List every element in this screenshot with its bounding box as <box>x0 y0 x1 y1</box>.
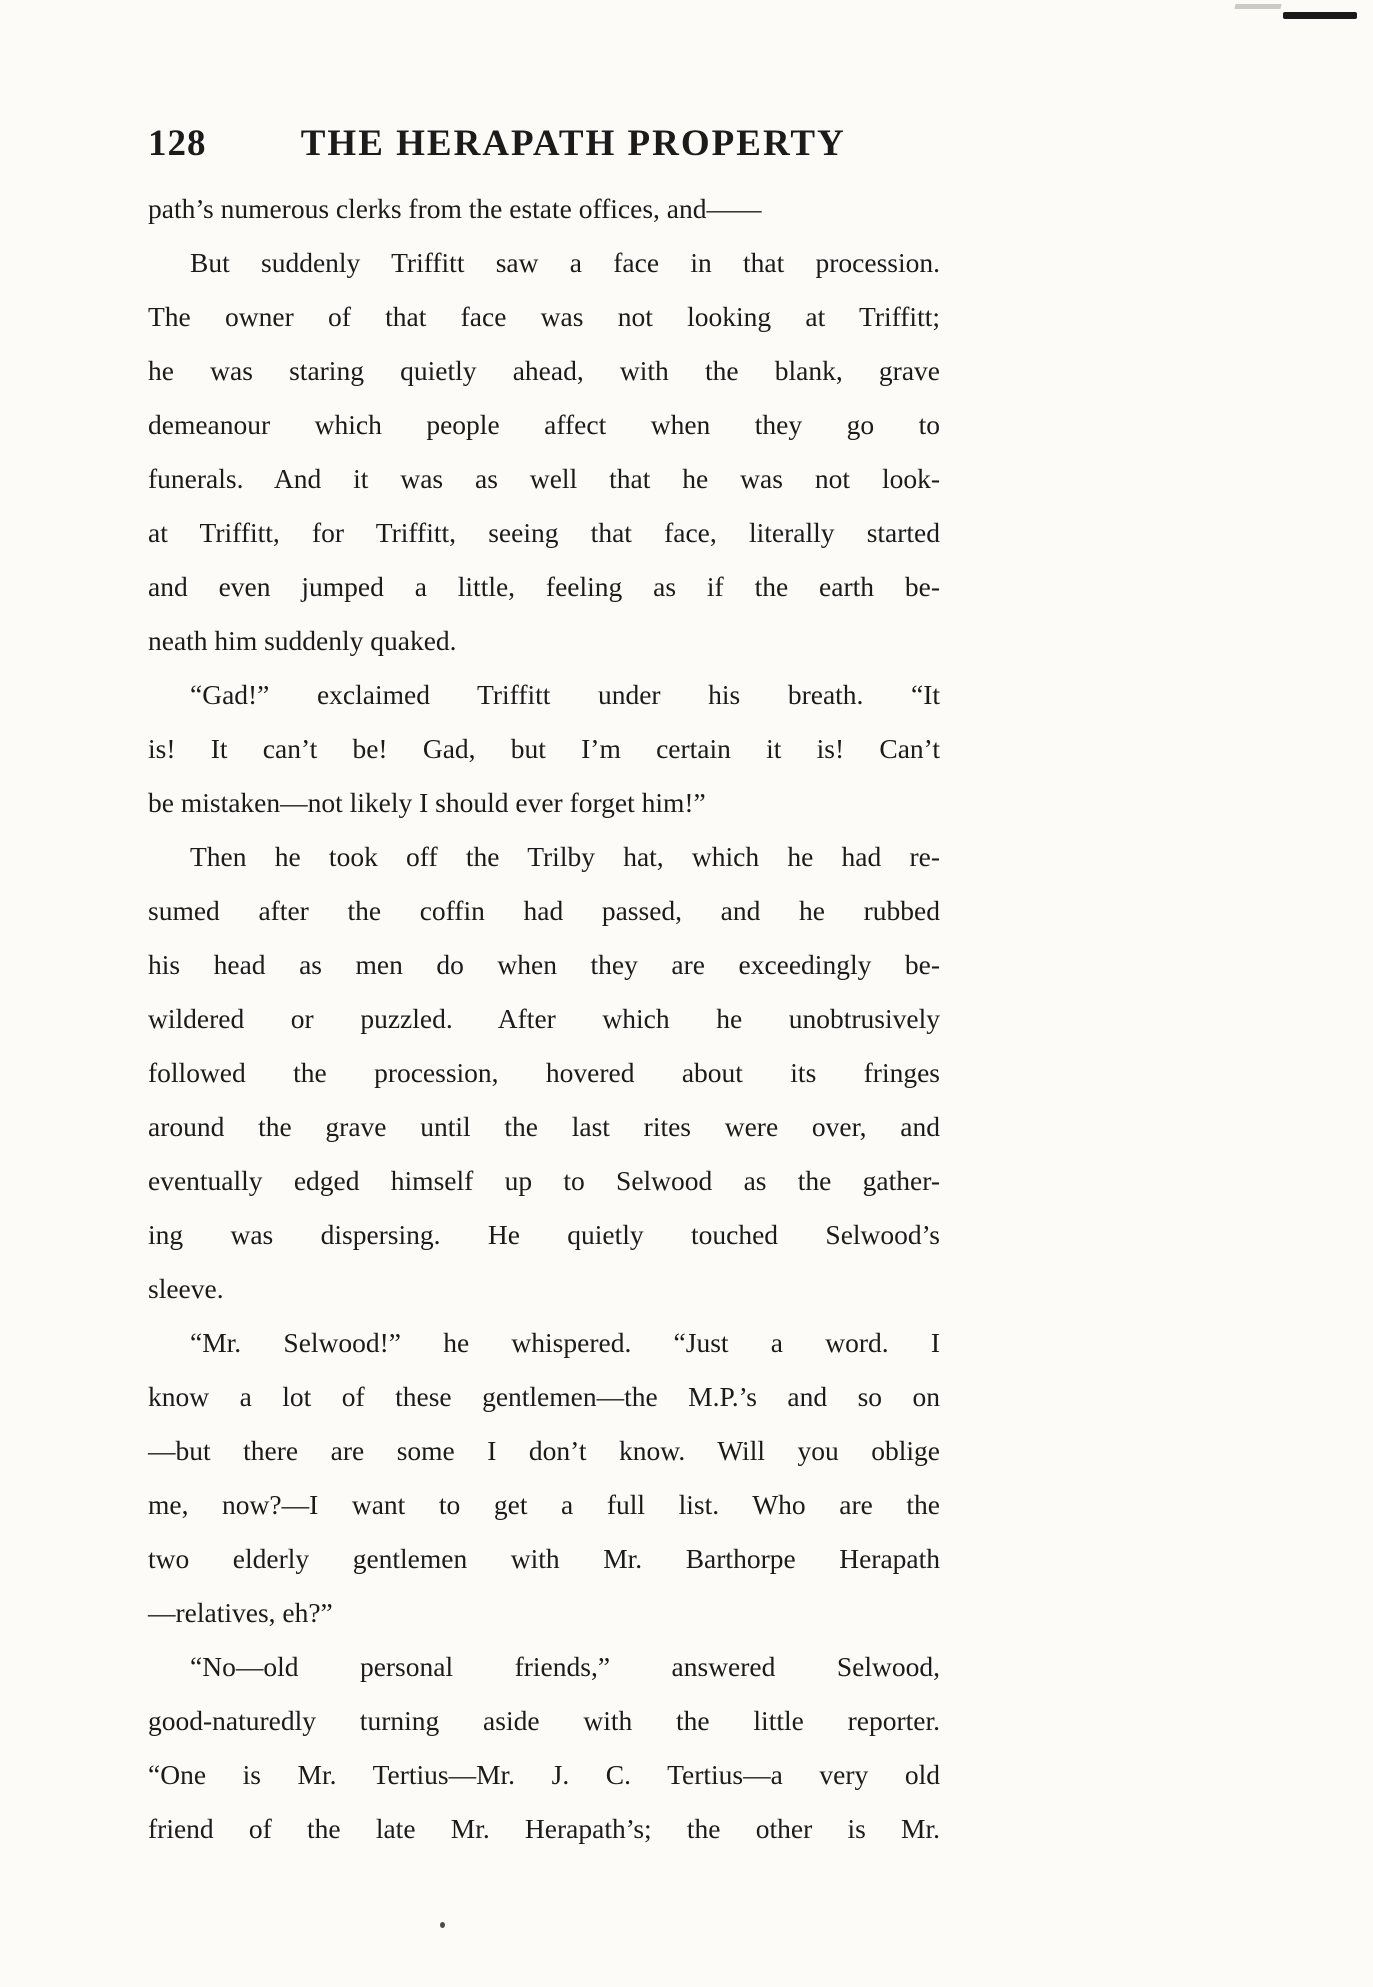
text-line: But suddenly Triffitt saw a face in that procession. <box>190 247 940 278</box>
text-line: Then he took off the Trilby hat, which he had re- <box>190 841 940 872</box>
text-line: friend of the late Mr. Herapath’s; the other is Mr. <box>148 1813 940 1844</box>
text-line: “Mr. Selwood!” he whispered. “Just a word. I <box>190 1327 940 1358</box>
text-line: at Triffitt, for Triffitt, seeing that face, literally started <box>148 517 940 548</box>
text-line: is! It can’t be! Gad, but I’m certain it is! Can’t <box>148 733 940 764</box>
text-line: be mistaken—not likely I should ever forget him!” <box>148 787 706 818</box>
text-line: know a lot of these gentlemen—the M.P.’s and so on <box>148 1381 940 1412</box>
text-line: funerals. And it was as well that he was not look- <box>148 463 940 494</box>
text-line: —relatives, eh?” <box>148 1597 333 1628</box>
ink-dot-bottom <box>440 1922 445 1928</box>
text-line: sleeve. <box>148 1273 224 1304</box>
text-line: followed the procession, hovered about its fringes <box>148 1057 940 1088</box>
text-line: two elderly gentlemen with Mr. Barthorpe Herapath <box>148 1543 940 1574</box>
text-line: his head as men do when they are exceedingly be- <box>148 949 940 980</box>
text-line: The owner of that face was not looking at Triffitt; <box>148 301 940 332</box>
text-line: and even jumped a little, feeling as if the earth be- <box>148 571 940 602</box>
text-line: eventually edged himself up to Selwood as the gather- <box>148 1165 940 1196</box>
text-line: me, now?—I want to get a full list. Who are the <box>148 1489 940 1520</box>
text-line: around the grave until the last rites were over, and <box>148 1111 940 1142</box>
text-line: he was staring quietly ahead, with the blank, grave <box>148 355 940 386</box>
text-line: “No—old personal friends,” answered Selwood, <box>190 1651 940 1682</box>
text-line: good-naturedly turning aside with the little reporter. <box>148 1705 940 1736</box>
ink-mark-top-right <box>1283 12 1357 19</box>
text-line: sumed after the coffin had passed, and he rubbed <box>148 895 940 926</box>
text-line: wildered or puzzled. After which he unobtrusively <box>148 1003 940 1034</box>
scan-smudge-top-right <box>1234 4 1281 9</box>
text-line: demeanour which people affect when they go to <box>148 409 940 440</box>
body-text-block <box>148 182 940 1856</box>
text-line: neath him suddenly quaked. <box>148 625 457 656</box>
page-title: THE HERAPATH PROPERTY <box>300 123 846 164</box>
text-line: “One is Mr. Tertius—Mr. J. C. Tertius—a very old <box>148 1759 940 1790</box>
text-line: —but there are some I don’t know. Will you oblige <box>148 1435 940 1466</box>
text-line: “Gad!” exclaimed Triffitt under his breath. “It <box>190 679 940 710</box>
page-number: 128 <box>148 123 207 164</box>
text-line: path’s numerous clerks from the estate offices, and—— <box>148 193 762 224</box>
text-line: ing was dispersing. He quietly touched Selwood’s <box>148 1219 940 1250</box>
page-header <box>148 122 940 165</box>
